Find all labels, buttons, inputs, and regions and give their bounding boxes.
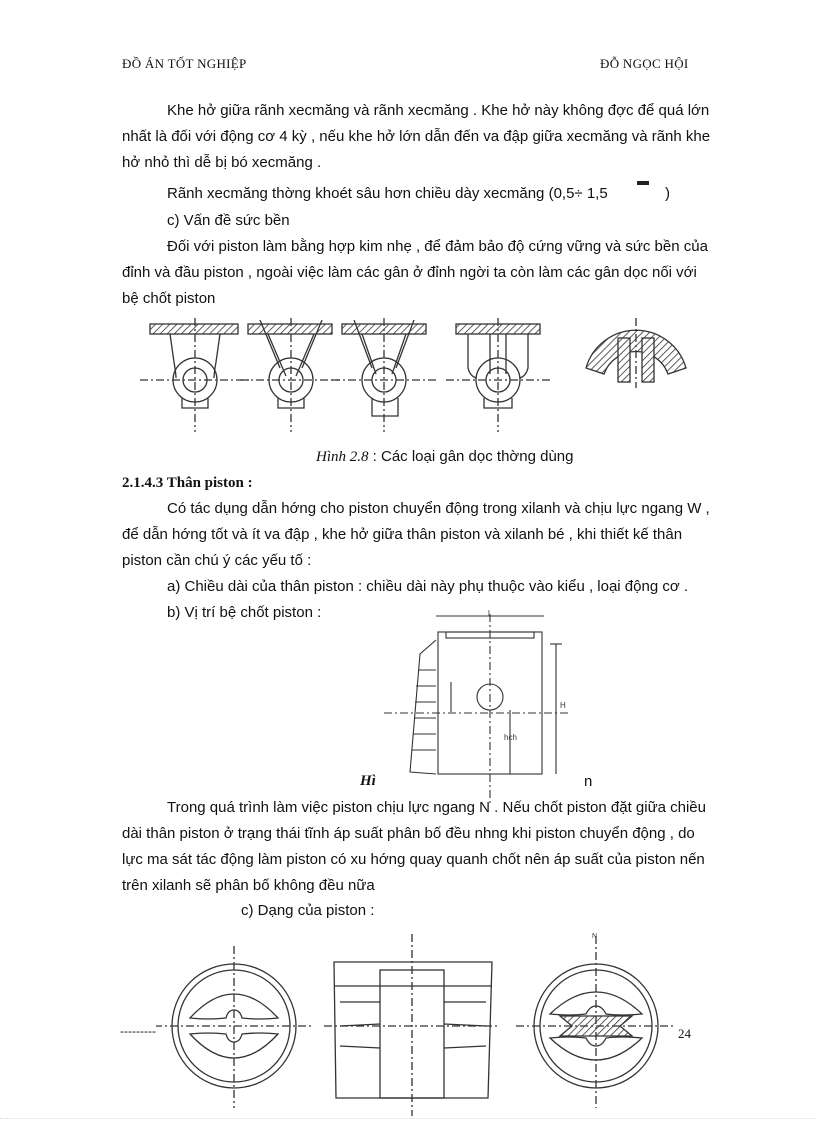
paragraph-line: trên xilanh sẽ phân bố không đều nữa xyxy=(122,877,375,894)
label-length: l xyxy=(488,609,490,618)
paragraph-line: Có tác dụng dẫn hớng cho piston chuyển động trong xilanh và chịu lực ngang W , xyxy=(167,500,710,517)
caption-text: : Các loại gân dọc thờng dùng xyxy=(368,448,574,465)
page-bottom-rule xyxy=(0,1118,816,1119)
paragraph-line: đỉnh và đầu piston , ngoài việc làm các gân ở đỉnh ngời ta còn làm các gân dọc nối với xyxy=(122,264,697,281)
paragraph-line: c) Dạng của piston : xyxy=(241,902,375,919)
label-n: N xyxy=(592,933,598,940)
unit-mark xyxy=(637,181,649,185)
paragraph-line: lực ma sát tác động làm piston có xu hớng quay quanh chốt nên áp suất của piston nến xyxy=(122,851,705,868)
figure-rib-types xyxy=(140,318,700,436)
page-number: 24 xyxy=(678,1026,691,1041)
paragraph-line: để dẫn hớng tốt và ít va đập , khe hở giữa thân piston và xilanh bé , khi thiết kế thân xyxy=(122,526,683,543)
label-height: H xyxy=(560,701,566,710)
paragraph-line: bệ chốt piston xyxy=(122,290,216,307)
paragraph-line: nhất là đối với động cơ 4 kỳ , nếu khe hở lớn dẫn đến va đập giữa xecmăng và rãnh khe xyxy=(122,128,711,145)
header-right: ĐỖ NGỌC HỘI xyxy=(600,56,689,71)
paragraph-line: piston cần chú ý các yếu tố : xyxy=(122,552,312,569)
paragraph-line: a) Chiều dài của thân piston : chiều dài này phụ thuộc vào kiểu , loại động cơ . xyxy=(167,578,689,595)
figure-piston-shapes xyxy=(150,930,690,1120)
caption-label: Hình 2.8 xyxy=(316,449,369,465)
paragraph-line: dài thân piston ở trạng thái tĩnh áp suất phân bố đều nhng khi piston chuyển động , do xyxy=(122,825,695,842)
paragraph-line: Trong quá trình làm việc piston chịu lực ngang N . Nếu chốt piston đặt giữa chiều xyxy=(167,799,706,816)
paragraph-line: c) Vấn đề sức bền xyxy=(167,212,290,229)
figure-caption xyxy=(316,448,573,466)
paragraph-line: ) xyxy=(665,185,670,202)
figure2-caption-right: n xyxy=(584,773,593,790)
paragraph-line: Rãnh xecmăng thờng khoét sâu hơn chiều dày xecmăng (0,5÷ 1,5 xyxy=(167,185,608,202)
paragraph-line: hở nhỏ thì dễ bị bó xecmăng . xyxy=(122,154,322,171)
figure-pin-position xyxy=(380,610,580,810)
label-pin-height: hch xyxy=(504,733,517,742)
header-left: ĐỒ ÁN TỐT NGHIỆP xyxy=(122,56,247,71)
paragraph-line: Đối với piston làm bằng hợp kim nhẹ , để đảm bảo độ cứng vững và sức bền của xyxy=(167,238,708,255)
paragraph-line: b) Vị trí bệ chốt piston : xyxy=(167,604,322,621)
figure2-caption-left: Hì xyxy=(360,773,376,789)
section-title: 2.1.4.3 Thân piston : xyxy=(122,475,253,491)
footer-dashes: --------- xyxy=(120,1024,156,1038)
paragraph-line: Khe hở giữa rãnh xecmăng và rãnh xecmăng . Khe hở này không đợc để quá lớn xyxy=(167,102,710,119)
